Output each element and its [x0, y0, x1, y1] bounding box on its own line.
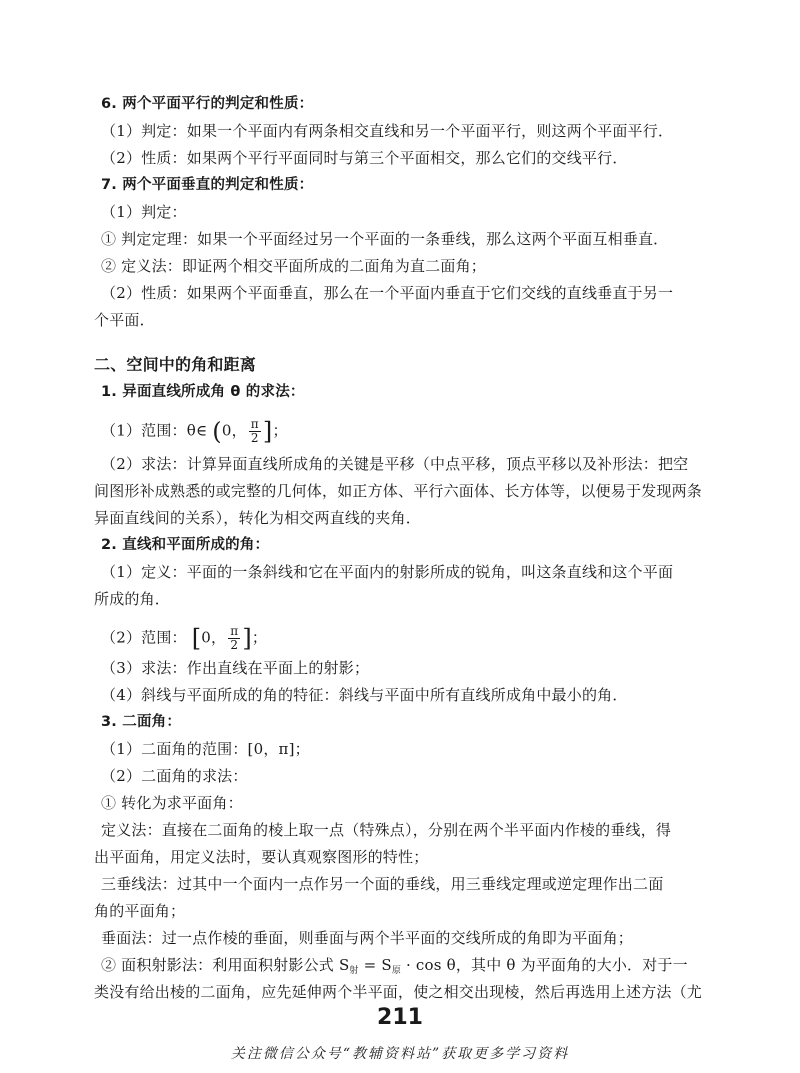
projection-formula-line: ② 面积射影法：利用面积射影公式 $S_射 = S_原 \cdot \cos \theta$，其中 θ 为平面角的大小．对于一 [101, 956, 688, 976]
section-6-heading: 6. 两个平面平行的判定和性质： [101, 96, 314, 112]
interval-close-bracket: ] [242, 624, 252, 653]
page-number: 211 [377, 1005, 423, 1030]
text-line: 类没有给出棱的二面角，应先延伸两个半平面，使之相交出现棱，然后再选用上述方法（尤 [94, 983, 703, 1001]
pi-over-two-fraction: $\frac{\pi}{2}$ [230, 624, 239, 652]
text-line: 间图形补成熟悉的或完整的几何体，如正方体、平行六面体、长方体等，以便易于发现两条 [94, 482, 703, 500]
subsection-2-heading: 2. 直线和平面所成的角： [101, 537, 270, 553]
subsection-1-heading: 1. 异面直线所成角 θ 的求法： [101, 384, 305, 400]
text-line: （2）性质：如果两个平面垂直，那么在一个平面内垂直于它们交线的直线垂直于另一 [101, 284, 674, 302]
part-2-heading: 二、空间中的角和距离 [94, 355, 257, 374]
text-line: （4）斜线与平面所成的角的特征：斜线与平面中所有直线所成角中最小的角． [101, 686, 628, 704]
subsection-3-heading: 3. 二面角： [101, 714, 182, 730]
text-line: （2）求法：计算异面直线所成角的关键是平移（中点平移，顶点平移以及补形法：把空 [101, 455, 689, 473]
text-line: （2）二面角的求法： [101, 767, 248, 785]
text-line: （1）判定： [101, 203, 187, 221]
interval-open-bracket: ( [212, 417, 222, 446]
text-line: 三垂线法：过其中一个面内一点作另一个面的垂线，用三垂线定理或逆定理作出二面 [101, 875, 664, 893]
text-line: 异面直线间的关系），转化为相交两直线的夹角． [94, 509, 421, 527]
text-line: （1）二面角的范围：[0，π]； [101, 740, 310, 758]
footer-watermark: 关注微信公众号“教辅资料站”获取更多学习资料 [230, 1046, 570, 1062]
text-line: ② 定义法：即证两个相交平面所成的二面角为直二面角； [101, 257, 486, 275]
text-line: （1）判定：如果一个平面内有两条相交直线和另一个平面平行，则这两个平面平行． [101, 122, 674, 140]
section-7-heading: 7. 两个平面垂直的判定和性质： [101, 177, 314, 193]
text-line: 出平面角，用定义法时，要认真观察图形的特性； [94, 848, 429, 866]
text-line: 个平面． [94, 311, 155, 329]
text-line: ① 转化为求平面角： [101, 794, 243, 812]
text-line: ① 判定定理：如果一个平面经过另一个平面的一条垂线，那么这两个平面互相垂直． [101, 230, 669, 248]
text-line: 所成的角． [94, 590, 171, 608]
text-line: （3）求法：作出直线在平面上的射影； [101, 659, 370, 677]
interval-open-bracket: [ [191, 624, 202, 653]
pi-over-two-fraction: $\frac{\pi}{2}$ [250, 417, 259, 445]
text-line: （2）性质：如果两个平行平面同时与第三个平面相交，那么它们的交线平行． [101, 149, 628, 167]
angle-range-line: （1）范围：θ∈ (0， $\frac{\pi}{2}$ ]； [101, 417, 288, 446]
text-line: 垂面法：过一点作棱的垂面，则垂面与两个半平面的交线所成的角即为平面角； [101, 929, 634, 947]
text-line: 定义法：直接在二面角的棱上取一点（特殊点），分别在两个半平面内作棱的垂线，得 [101, 821, 672, 839]
text-line: （1）定义：平面的一条斜线和它在平面内的射影所成的锐角，叫这条直线和这个平面 [101, 563, 674, 581]
interval-close-bracket: ] [262, 417, 273, 446]
angle-range-line: （2）范围： [0， $\frac{\pi}{2}$ ]； [101, 624, 268, 653]
text-line: 角的平面角； [94, 902, 186, 920]
